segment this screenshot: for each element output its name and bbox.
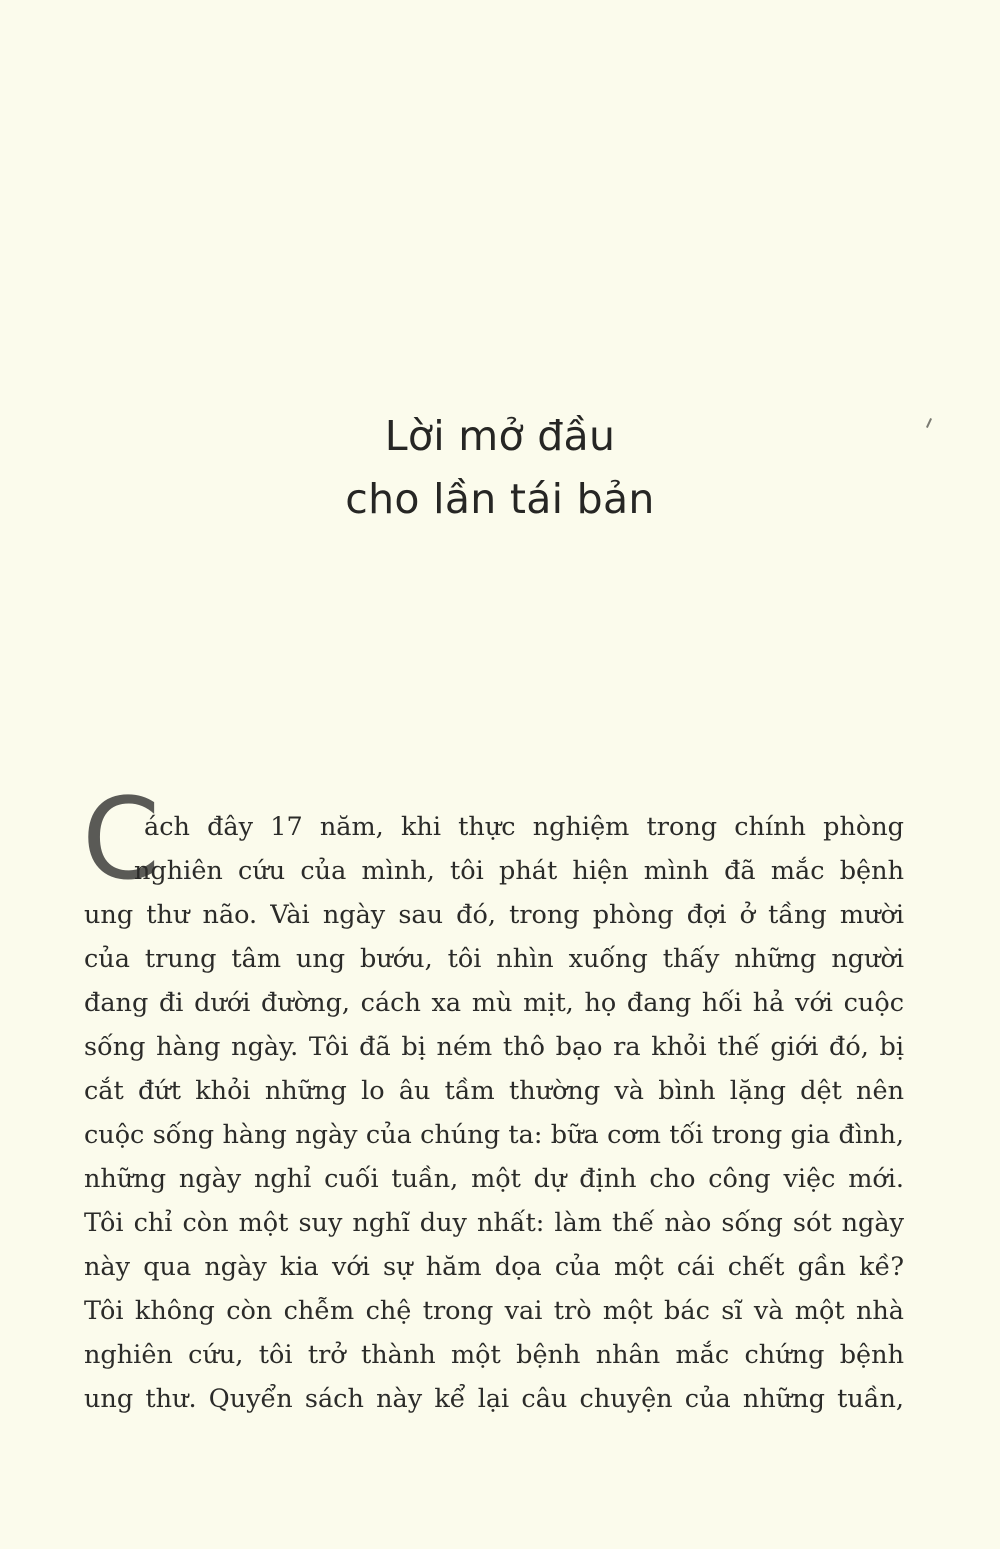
chapter-title-line-2: cho lần tái bản bbox=[345, 475, 655, 523]
drop-cap: C bbox=[82, 775, 161, 905]
paragraph-line: cuộc sống hàng ngày của chúng ta: bữa cơm tối trong gia đình, bbox=[84, 1120, 904, 1150]
paragraph-line: nghiên cứu của mình, tôi phát hiện mình đã mắc bệnh bbox=[134, 856, 904, 886]
paragraph-line: sống hàng ngày. Tôi đã bị ném thô bạo ra khỏi thế giới đó, bị bbox=[84, 1032, 904, 1062]
body-paragraph bbox=[84, 805, 904, 1421]
paragraph-line: ách đây 17 năm, khi thực nghiệm trong chính phòng bbox=[144, 812, 904, 842]
paragraph-line: ung thư. Quyển sách này kể lại câu chuyện của những tuần, bbox=[84, 1384, 904, 1414]
chapter-title-line-1: Lời mở đầu bbox=[384, 412, 616, 460]
paragraph-line: Tôi chỉ còn một suy nghĩ duy nhất: làm thế nào sống sót ngày bbox=[84, 1208, 904, 1238]
paragraph-line: Tôi không còn chễm chệ trong vai trò một bác sĩ và một nhà bbox=[84, 1296, 904, 1326]
paragraph-line: cắt đứt khỏi những lo âu tầm thường và bình lặng dệt nên bbox=[84, 1076, 904, 1106]
paragraph-line: đang đi dưới đường, cách xa mù mịt, họ đang hối hả với cuộc bbox=[84, 988, 904, 1018]
paragraph-line: ung thư não. Vài ngày sau đó, trong phòng đợi ở tầng mười bbox=[84, 900, 904, 930]
paragraph-line: này qua ngày kia với sự hăm dọa của một cái chết gần kề? bbox=[84, 1252, 904, 1282]
paragraph-line: những ngày nghỉ cuối tuần, một dự định cho công việc mới. bbox=[84, 1164, 904, 1194]
paragraph-line: của trung tâm ung bướu, tôi nhìn xuống thấy những người bbox=[84, 944, 904, 974]
paragraph-line: nghiên cứu, tôi trở thành một bệnh nhân mắc chứng bệnh bbox=[84, 1340, 904, 1370]
